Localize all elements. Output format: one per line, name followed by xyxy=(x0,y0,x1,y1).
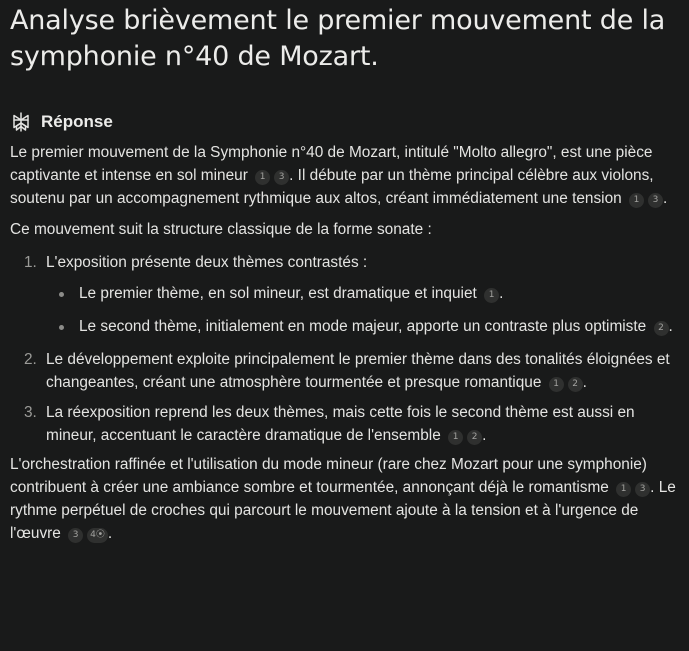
citation-badge[interactable]: 3 xyxy=(68,528,83,543)
list-item-text: La réexposition reprend les deux thèmes, mais cette fois le second thème est aussi en mineur, accentuant le caractère dramatique de l'ensemble xyxy=(46,404,635,444)
citation-badge[interactable]: 2 xyxy=(654,321,669,336)
citation-badge[interactable]: 3 xyxy=(648,193,663,208)
list-number: 2. xyxy=(24,351,37,368)
answer-intro-paragraph xyxy=(10,141,685,210)
list-item xyxy=(10,251,685,338)
thread-page xyxy=(10,0,685,545)
citation-badge[interactable]: 1 xyxy=(629,193,644,208)
intro-text: . xyxy=(662,190,668,207)
orchestration-text: L'orchestration raffinée et l'utilisation du mode mineur (rare chez Mozart pour une symphonie) contribuent à créer une ambiance sombre et tourmentée, annonçant déjà le romantisme xyxy=(10,456,647,496)
list-item xyxy=(10,401,685,447)
list-item xyxy=(10,348,685,394)
citation-badge[interactable]: 3 xyxy=(635,482,650,497)
bullet-item xyxy=(46,315,685,338)
answer-section-title: Réponse xyxy=(41,112,113,131)
list-number: 1. xyxy=(24,254,37,271)
list-item-end: . xyxy=(482,427,487,444)
bullet-end: . xyxy=(499,285,504,302)
bullet-item xyxy=(46,282,685,305)
bullet-dot xyxy=(59,325,64,330)
citation-badge[interactable]: 3 xyxy=(274,170,289,185)
answer-header xyxy=(10,111,685,133)
citation-badge[interactable]: 2 xyxy=(467,430,482,445)
citation-badge[interactable]: 2 xyxy=(568,377,583,392)
list-item-end: . xyxy=(582,374,587,391)
answer-body xyxy=(10,141,685,545)
orchestration-text: . xyxy=(107,525,113,542)
citation-badge[interactable]: 1 xyxy=(255,170,270,185)
bullet-end: . xyxy=(668,318,673,335)
question-title: Analyse brièvement le premier mouvement de la symphonie n°40 de Mozart. xyxy=(10,5,666,72)
citation-badge[interactable]: 1 xyxy=(484,288,499,303)
citation-badge[interactable]: 4⦿ xyxy=(87,528,108,543)
intro-text: . Il débute par un thème principal célèbre aux violons, soutenu par un accompagnement rythmique aux altos, créant immédiatement une tension xyxy=(10,167,654,207)
list-number: 3. xyxy=(24,404,37,421)
list-item-text: L'exposition présente deux thèmes contrastés : xyxy=(46,254,368,271)
intro-text: Le premier mouvement de la Symphonie n°40 de Mozart, intitulé "Molto allegro", est une pièce captivante et intense en sol mineur xyxy=(10,144,653,184)
sonata-structure-list xyxy=(10,251,685,447)
orchestration-paragraph xyxy=(10,453,685,545)
structure-intro-paragraph: Ce mouvement suit la structure classique de la forme sonate : xyxy=(10,221,432,238)
bullet-dot xyxy=(59,292,64,297)
orchestration-text: . Le rythme perpétuel de croches qui parcourt le mouvement ajoute à la tension et à l'urgence de l'œuvre xyxy=(10,479,676,542)
bullet-text: Le second thème, initialement en mode majeur, apporte un contraste plus optimiste xyxy=(79,318,647,335)
citation-badge[interactable]: 1 xyxy=(448,430,463,445)
list-item-text: Le développement exploite principalement le premier thème dans des tonalités éloignées et changeantes, créant une atmosphère tourmentée et presque romantique xyxy=(46,351,670,391)
citation-badge[interactable]: 1 xyxy=(549,377,564,392)
theme-bullet-list xyxy=(46,282,685,338)
citation-badge[interactable]: 1 xyxy=(616,482,631,497)
perplexity-logo-icon xyxy=(10,111,32,133)
bullet-text: Le premier thème, en sol mineur, est dramatique et inquiet xyxy=(79,285,477,302)
